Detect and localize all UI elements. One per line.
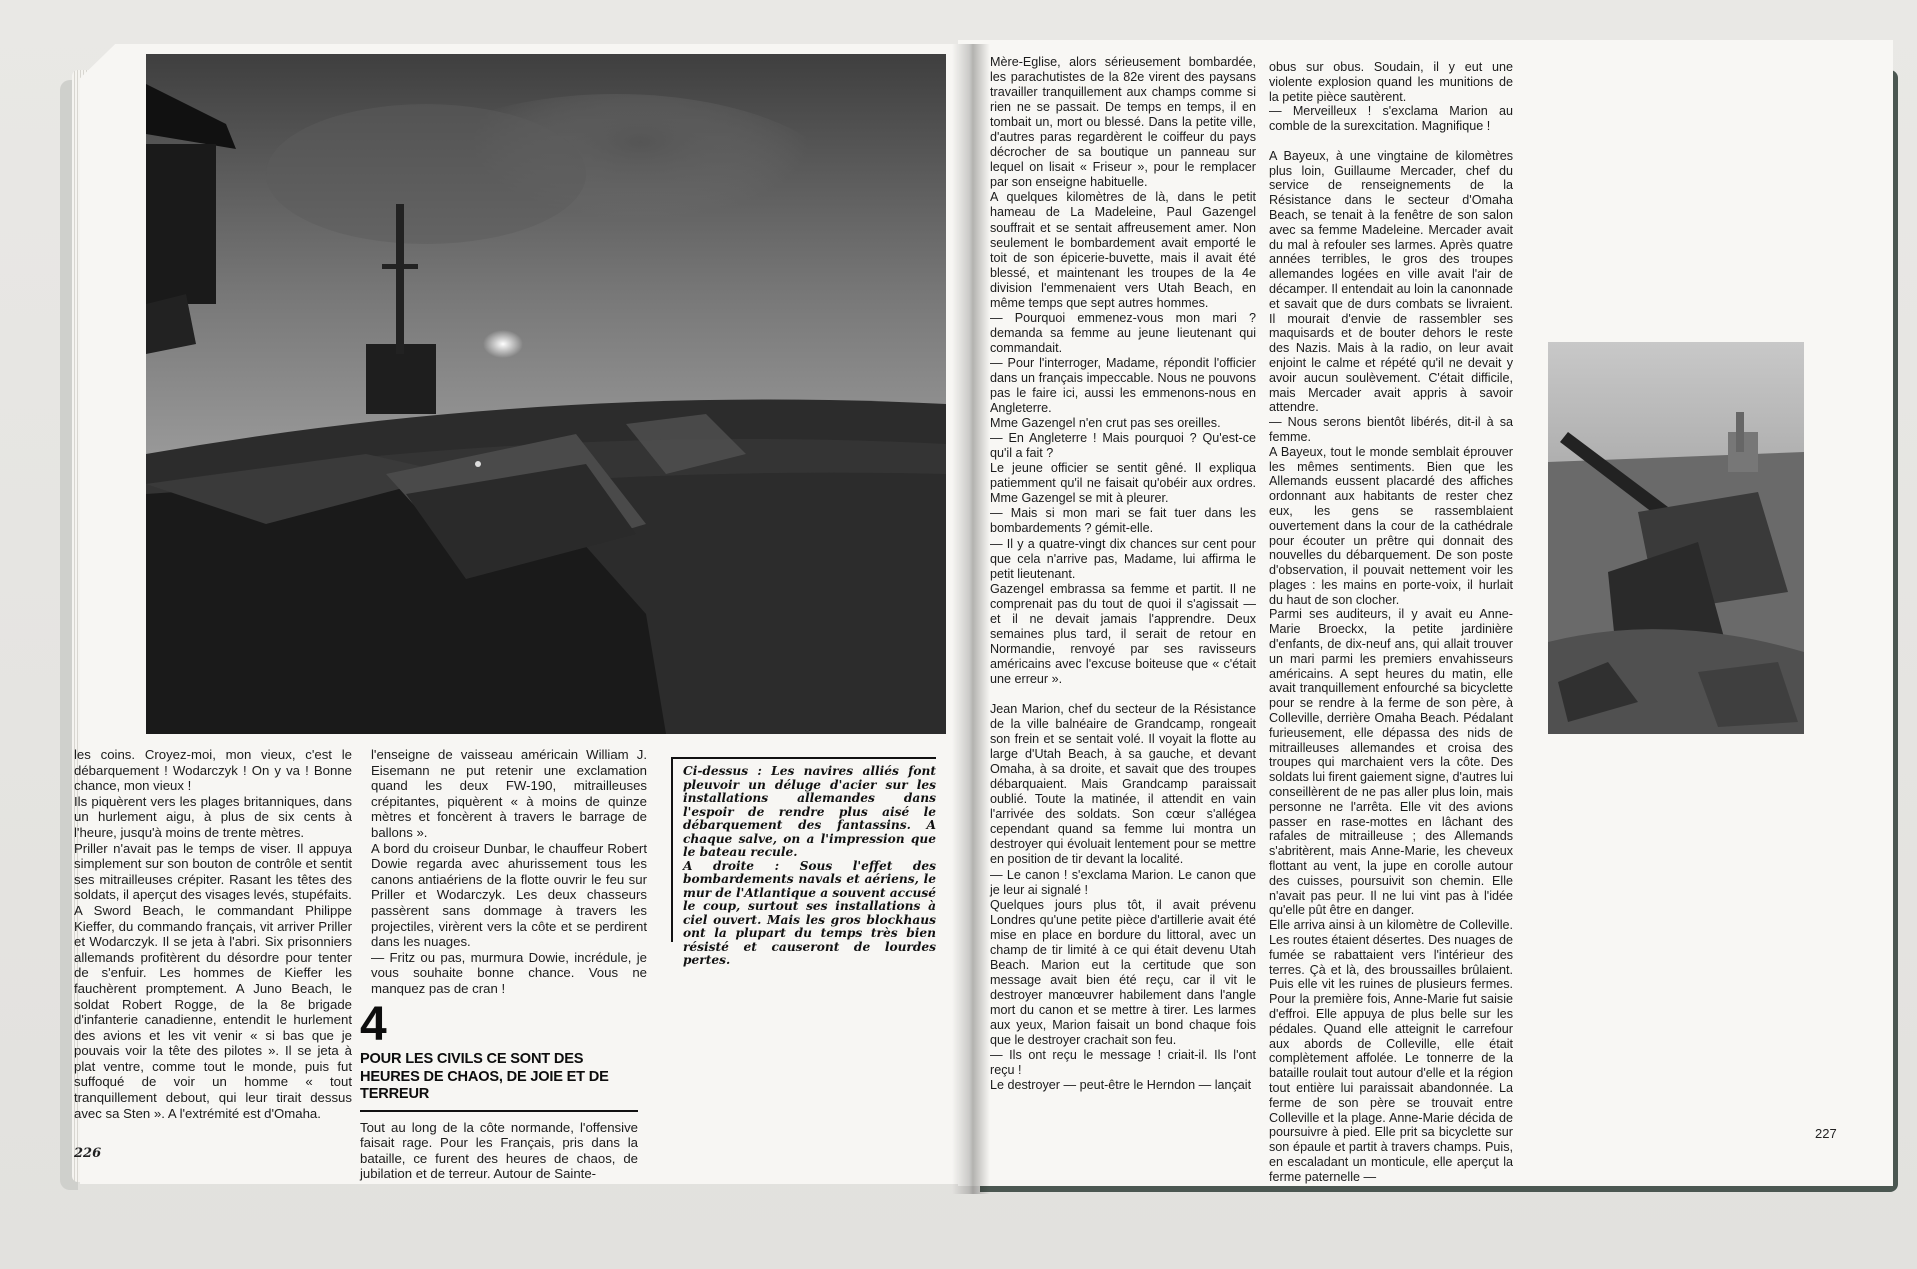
- chapter-section: [360, 998, 640, 1182]
- page-number-left: 226: [74, 1146, 102, 1161]
- left-column-2-text: l'enseigne de vaisseau américain William J. Eisemann ne put retenir une exclamation quand les deux FW-190, mitrailleuses crépitantes, piquèrent « à moins de quinze mètres et foncèrent à travers le barrage de ballons ». A bord du croiseur Dunbar, le chauffeur Robert Dowie regarda avec ahurissement tous les canons antiaériens de la flotte ouvrir le feu sur Priller et Wodarczyk. Les deux chasseurs passèrent sans dommage à travers les projectiles, virèrent vers la côte et se perdirent dans les nuages. — Fritz ou pas, murmura Dowie, incrédule, je vous souhaite bonne chance. Vous ne manquez pas de cran !: [371, 747, 647, 996]
- section-body: [360, 1120, 638, 1182]
- artillery-photo: [1548, 342, 1804, 734]
- page-number-right: 227: [1815, 1126, 1837, 1141]
- left-column-1-text: les coins. Croyez-moi, mon vieux, c'est le débarquement ! Wodarczyk ! On y va ! Bonne chance, mon vieux ! Ils piquèrent vers les plages britanniques, dans un hurlement aigu, à plus de six cents à l'heure, jusqu'à moins de trente mètres. Priller n'avait pas le temps de viser. Il appuya simplement sur son bouton de contrôle et sentit ses mitrailleuses crépiter. Rasant les têtes des soldats, il aperçut des visages levés, stupéfaits. A Sword Beach, le commandant Philippe Kieffer, du commando français, vit arriver Priller et Wodarczyk. Il se jeta à l'abri. Six prisonniers allemands profitèrent du désordre pour tenter de s'enfuir. Les hommes de Kieffer les fauchèrent promptement. A Juno Beach, le soldat Robert Rogge, de la 8e brigade d'infanterie canadienne, entendit le hurlement des avions et les vit venir « si bas que je pouvais voir la tête des pilotes ». Il se jeta à plat ventre, comme tout le monde, puis fut suffoqué de voir un homme « tout tranquillement debout, qui leur tirait dessus avec sa Sten ». A l'extrémité est d'Omaha.: [74, 747, 352, 1121]
- section-title: POUR LES CIVILS CE SONT DES HEURES DE CHAOS, DE JOIE ET DE TERREUR: [360, 1051, 609, 1102]
- photo-caption-text: Ci-dessus : Les navires alliés font pleuvoir un déluge d'acier sur les installations allemandes dans l'espoir de rendre plus aisé le débarquement des fantassins. A chaque salve, on a l'impression que le bateau recule. A droite : Sous l'effet des bombardements navals et aériens, le mur de l'Atlantique a souvent accusé le coup, surtout ses installations à ciel ouvert. Mais les gros blockhaus ont la plupart du temps très bien résisté et causeront de lourdes pertes.: [683, 764, 936, 967]
- right-column-1-text: Mère-Eglise, alors sérieusement bombardée, les parachutistes de la 82e virent des paysans travailler tranquillement aux champs comme si rien ne se passait. De temps en temps, il en tombait un, mort ou blessé. Dans la petite ville, d'autres paras regardèrent le coiffeur du pays décrocher de sa boutique un panneau sur lequel on lisait « Friseur », pour le remplacer par son enseigne habituelle. A quelques kilomètres de là, dans le petit hameau de La Madeleine, Paul Gazengel souffrait et se sentait affreusement amer. Non seulement le bombardement avait emporté le toit de son épicerie-buvette, mais il avait été blessé, et maintenant les troupes de la 4e division l'emmenaient vers Utah Beach, en même temps que sept autres hommes. — Pourquoi emmenez-vous mon mari ? demanda sa femme au jeune lieutenant qui commandait. — Pour l'interroger, Madame, répondit l'officier dans un français impeccable. Nous ne pouvons pas le faire ici, aussi les emmenons-nous en Angleterre. Mme Gazengel n'en crut pas ses oreilles. — En Angleterre ! Mais pourquoi ? Qu'est-ce qu'il a fait ? Le jeune officier se sentit gêné. Il expliqua patiemment qu'il ne faisait qu'obéir aux ordres. Mme Gazengel se mit à pleurer. — Mais si mon mari se fait tuer dans les bombardements ? gémit-elle. — Il y a quatre-vingt dix chances sur cent pour que cela n'arrive pas, Madame, lui affirma le petit lieutenant. Gazengel embrassa sa femme et partit. Il ne comprenait pas du tout de quoi il s'agissait — et il ne devait jamais l'apprendre. Deux semaines plus tard, il serait de retour en Normandie, renvoyé par ses ravisseurs américains avec l'excuse boiteuse que « c'était une erreur ». Jean Marion, chef du secteur de la Résistance de la ville balnéaire de Grandcamp, rongeait son frein et se sentait volé. Il voyait la flotte au large d'Utah Beach, à sa gauche, et devant Omaha, à sa droite, et savait que des troupes débarquaient. Mais Grandcamp paraissait oublié. Toute la matinée, il attendit en vain l'arrivée des soldats. Son cœur s'allégea cependant quand sa femme lui montra un destroyer qui évoluait lentement pour se mettre en position de tir devant la localité. — Le canon ! s'exclama Marion. Le canon que je leur ai signalé ! Quelques jours plus tôt, il avait prévenu Londres qu'une petite pièce d'artillerie avait été mise en place en bordure du littoral, avec un champ de tir limité à ce qui était devenu Utah Beach. Marion eut la certitude que son message avait bien été reçu, car il vit le destroyer manœuvrer habilement dans l'angle mort du canon et se mettre à tirer. Les larmes aux yeux, Marion faisait un bond chaque fois que le destroyer crachait son feu. — Ils ont reçu le message ! criait-il. Ils l'ont reçu ! Le destroyer — peut-être le Herndon — lançait: [990, 55, 1256, 1093]
- left-page-column-2: [371, 747, 647, 997]
- warship-photo: [146, 54, 946, 734]
- right-page-column-2: [1269, 60, 1513, 1185]
- book-spine: [952, 44, 990, 1194]
- photo-caption: [671, 757, 936, 967]
- right-page-column-1: [990, 55, 1256, 1093]
- section-rule: [360, 1110, 638, 1112]
- section-body-text: Tout au long de la côte normande, l'offensive faisait rage. Pour les Français, pris dans la bataille, ce furent des heures de chaos, de jubilation et de terreur. Autour de Sainte-: [360, 1119, 638, 1182]
- warship-photo-illustration: [146, 54, 946, 734]
- left-page-column-1: [74, 747, 352, 1121]
- artillery-photo-illustration: [1548, 342, 1804, 734]
- right-column-2-text: obus sur obus. Soudain, il y eut une violente explosion quand les munitions de la petite pièce sautèrent. — Merveilleux ! s'exclama Marion au comble de la surexcitation. Magnifique ! A Bayeux, à une vingtaine de kilomètres plus loin, Guillaume Mercader, chef du service de renseignements de la Résistance dans le secteur d'Omaha Beach, se tenait à la fenêtre de son salon avec sa femme Madeleine. Mercader avait du mal à refouler ses larmes. Après quatre années terribles, le gros des troupes allemandes logées en ville avait l'air de décamper. Il entendait au loin la canonnade et savait que de durs combats se livraient. Il mourait d'envie de rassembler ses maquisards et de bouter dehors le reste des Nazis. Mais à la radio, on leur avait enjoint le calme et répété qu'il ne devait y avoir aucun soulèvement. C'était difficile, mais Mercader avait appris à savoir attendre. — Nous serons bientôt libérés, dit-il à sa femme. A Bayeux, tout le monde semblait éprouver les mêmes sentiments. Bien que les Allemands eussent placardé des affiches ordonnant aux habitants de rester chez eux, les gens se rassemblaient ouvertement dans la cour de la cathédrale pour écouter un prêtre qui donnait des nouvelles du débarquement. De son poste d'observation, il pouvait nettement voir les plages : les mains en porte-voix, il hurlait du haut de son clocher. Parmi ses auditeurs, il y avait eu Anne-Marie Broeckx, la petite jardinière d'enfants, de dix-neuf ans, qui allait trouver un mari parmi les premiers envahisseurs américains. A sept heures du matin, elle avait tranquillement enfourché sa bicyclette pour se rendre à la ferme de son père, à Colleville, derrière Omaha Beach. Pédalant furieusement, elle dépassa des nids de mitrailleuses allemandes et croisa des troupes qui marchaient vers la côte. Des soldats lui firent gaiement signe, d'autres lui conseillèrent de ne pas aller plus loin, mais personne ne l'arrêta. Elle vit des avions passer en rase-mottes en lâchant des rafales de mitrailleuse ; des Allemands s'abritèrent, mais Anne-Marie, les cheveux flottant au vent, la jupe en corolle autour des cuisses, poursuivit son chemin. Elle n'avait pas peur. Il ne lui vint pas à l'idée qu'elle pût être en danger. Elle arriva ainsi à un kilomètre de Colleville. Les routes étaient désertes. Des nuages de fumée se rabattaient vers l'intérieur des terres. Çà et là, des broussailles brûlaient. Puis elle vit les ruines de plusieurs fermes. Pour la première fois, Anne-Marie fut saisie d'effroi. Elle appuya de plus belle sur les pédales. Quand elle atteignit le carrefour aux abords de Colleville, elle était complètement affolée. Le tonnerre de la bataille roulait tout autour d'elle et la région tout entière lui paraissait abandonnée. La ferme de son père se trouvait entre Colleville et la plage. Anne-Marie décida de poursuivre à pied. Elle prit sa bicyclette sur son épaule et partit à travers champs. Puis, en escaladant un monticule, elle aperçut la ferme paternelle —: [1269, 60, 1513, 1184]
- section-number: 4: [360, 998, 387, 1051]
